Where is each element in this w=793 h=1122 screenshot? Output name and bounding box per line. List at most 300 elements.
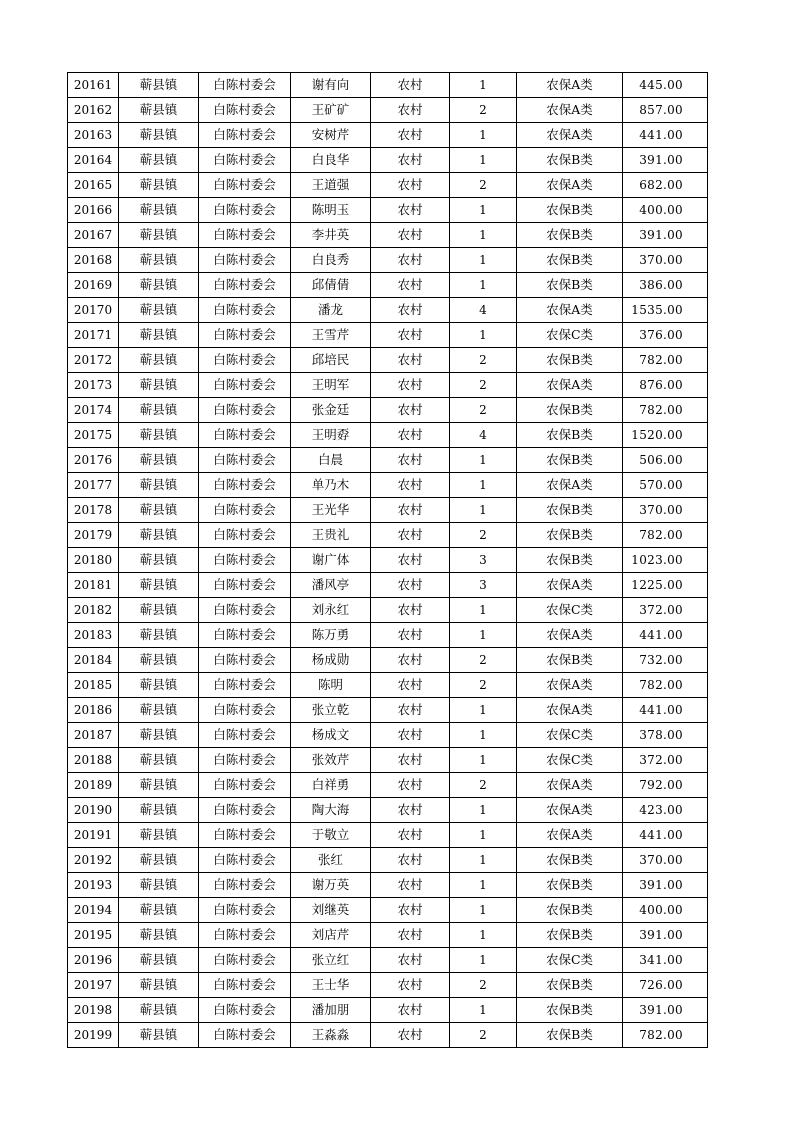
cell-benefit-category: 农保A类	[517, 298, 623, 323]
table-row	[68, 673, 708, 698]
cell-household-size: 2	[450, 173, 517, 198]
cell-person-name: 张立红	[291, 948, 371, 973]
cell-area-type: 农村	[371, 423, 450, 448]
table-row	[68, 623, 708, 648]
cell-town: 蕲县镇	[119, 373, 199, 398]
cell-area-type: 农村	[371, 823, 450, 848]
cell-person-name: 王淼淼	[291, 1023, 371, 1048]
cell-area-type: 农村	[371, 1023, 450, 1048]
cell-town: 蕲县镇	[119, 848, 199, 873]
table-row	[68, 423, 708, 448]
cell-person-name: 潘加朋	[291, 998, 371, 1023]
cell-household-size: 1	[450, 798, 517, 823]
cell-town: 蕲县镇	[119, 973, 199, 998]
cell-village-committee: 白陈村委会	[199, 673, 291, 698]
cell-area-type: 农村	[371, 948, 450, 973]
cell-area-type: 农村	[371, 223, 450, 248]
cell-serial-number: 20188	[68, 748, 119, 773]
cell-area-type: 农村	[371, 448, 450, 473]
cell-area-type: 农村	[371, 873, 450, 898]
cell-serial-number: 20173	[68, 373, 119, 398]
table-row	[68, 873, 708, 898]
cell-town: 蕲县镇	[119, 923, 199, 948]
table-row	[68, 498, 708, 523]
cell-person-name: 王明孬	[291, 423, 371, 448]
cell-area-type: 农村	[371, 573, 450, 598]
cell-serial-number: 20163	[68, 123, 119, 148]
cell-benefit-category: 农保B类	[517, 523, 623, 548]
cell-amount: 391.00	[623, 923, 708, 948]
cell-serial-number: 20164	[68, 148, 119, 173]
cell-household-size: 2	[450, 398, 517, 423]
cell-serial-number: 20182	[68, 598, 119, 623]
cell-village-committee: 白陈村委会	[199, 598, 291, 623]
cell-town: 蕲县镇	[119, 598, 199, 623]
cell-serial-number: 20192	[68, 848, 119, 873]
cell-amount: 726.00	[623, 973, 708, 998]
cell-area-type: 农村	[371, 748, 450, 773]
cell-amount: 1023.00	[623, 548, 708, 573]
cell-person-name: 白良华	[291, 148, 371, 173]
cell-village-committee: 白陈村委会	[199, 998, 291, 1023]
cell-benefit-category: 农保A类	[517, 173, 623, 198]
cell-benefit-category: 农保C类	[517, 723, 623, 748]
cell-benefit-category: 农保B类	[517, 398, 623, 423]
cell-person-name: 于敬立	[291, 823, 371, 848]
cell-town: 蕲县镇	[119, 398, 199, 423]
cell-benefit-category: 农保B类	[517, 873, 623, 898]
cell-town: 蕲县镇	[119, 1023, 199, 1048]
cell-serial-number: 20186	[68, 698, 119, 723]
cell-person-name: 王矿矿	[291, 98, 371, 123]
cell-village-committee: 白陈村委会	[199, 298, 291, 323]
cell-serial-number: 20176	[68, 448, 119, 473]
cell-area-type: 农村	[371, 398, 450, 423]
table-row	[68, 173, 708, 198]
cell-town: 蕲县镇	[119, 198, 199, 223]
cell-household-size: 1	[450, 448, 517, 473]
cell-amount: 506.00	[623, 448, 708, 473]
cell-town: 蕲县镇	[119, 173, 199, 198]
table-row	[68, 123, 708, 148]
cell-serial-number: 20185	[68, 673, 119, 698]
table-row	[68, 348, 708, 373]
cell-household-size: 1	[450, 473, 517, 498]
cell-town: 蕲县镇	[119, 673, 199, 698]
cell-amount: 857.00	[623, 98, 708, 123]
cell-town: 蕲县镇	[119, 548, 199, 573]
cell-area-type: 农村	[371, 898, 450, 923]
cell-benefit-category: 农保A类	[517, 823, 623, 848]
cell-benefit-category: 农保A类	[517, 123, 623, 148]
cell-person-name: 杨成文	[291, 723, 371, 748]
cell-town: 蕲县镇	[119, 723, 199, 748]
cell-town: 蕲县镇	[119, 648, 199, 673]
cell-household-size: 2	[450, 1023, 517, 1048]
table-row	[68, 473, 708, 498]
cell-person-name: 陈明	[291, 673, 371, 698]
cell-serial-number: 20189	[68, 773, 119, 798]
cell-household-size: 2	[450, 373, 517, 398]
table-row	[68, 998, 708, 1023]
cell-town: 蕲县镇	[119, 623, 199, 648]
cell-village-committee: 白陈村委会	[199, 323, 291, 348]
cell-village-committee: 白陈村委会	[199, 773, 291, 798]
cell-person-name: 陈明玉	[291, 198, 371, 223]
table-row	[68, 823, 708, 848]
table-row	[68, 773, 708, 798]
cell-serial-number: 20167	[68, 223, 119, 248]
cell-household-size: 2	[450, 348, 517, 373]
table-row	[68, 523, 708, 548]
cell-serial-number: 20169	[68, 273, 119, 298]
benefit-roster-table	[67, 72, 708, 1048]
cell-village-committee: 白陈村委会	[199, 573, 291, 598]
cell-person-name: 白良秀	[291, 248, 371, 273]
cell-amount: 370.00	[623, 248, 708, 273]
cell-town: 蕲县镇	[119, 298, 199, 323]
cell-serial-number: 20193	[68, 873, 119, 898]
cell-area-type: 农村	[371, 298, 450, 323]
cell-village-committee: 白陈村委会	[199, 648, 291, 673]
table-row	[68, 698, 708, 723]
cell-village-committee: 白陈村委会	[199, 398, 291, 423]
cell-amount: 1225.00	[623, 573, 708, 598]
table-row	[68, 948, 708, 973]
cell-village-committee: 白陈村委会	[199, 973, 291, 998]
cell-benefit-category: 农保B类	[517, 273, 623, 298]
cell-town: 蕲县镇	[119, 73, 199, 98]
cell-person-name: 刘店芹	[291, 923, 371, 948]
cell-household-size: 4	[450, 423, 517, 448]
cell-benefit-category: 农保B类	[517, 198, 623, 223]
cell-area-type: 农村	[371, 673, 450, 698]
table-row	[68, 598, 708, 623]
cell-serial-number: 20187	[68, 723, 119, 748]
cell-village-committee: 白陈村委会	[199, 98, 291, 123]
cell-area-type: 农村	[371, 98, 450, 123]
cell-benefit-category: 农保B类	[517, 1023, 623, 1048]
cell-benefit-category: 农保B类	[517, 248, 623, 273]
cell-amount: 423.00	[623, 798, 708, 823]
cell-benefit-category: 农保B类	[517, 348, 623, 373]
cell-area-type: 农村	[371, 173, 450, 198]
cell-village-committee: 白陈村委会	[199, 248, 291, 273]
cell-town: 蕲县镇	[119, 273, 199, 298]
cell-village-committee: 白陈村委会	[199, 873, 291, 898]
cell-person-name: 王明军	[291, 373, 371, 398]
cell-benefit-category: 农保B类	[517, 548, 623, 573]
cell-person-name: 潘风亭	[291, 573, 371, 598]
cell-household-size: 1	[450, 223, 517, 248]
cell-person-name: 谢万英	[291, 873, 371, 898]
cell-benefit-category: 农保C类	[517, 598, 623, 623]
cell-household-size: 1	[450, 623, 517, 648]
cell-amount: 782.00	[623, 673, 708, 698]
cell-amount: 876.00	[623, 373, 708, 398]
cell-person-name: 王士华	[291, 973, 371, 998]
cell-amount: 391.00	[623, 223, 708, 248]
cell-person-name: 王道强	[291, 173, 371, 198]
cell-household-size: 1	[450, 273, 517, 298]
cell-town: 蕲县镇	[119, 323, 199, 348]
cell-amount: 400.00	[623, 898, 708, 923]
cell-town: 蕲县镇	[119, 473, 199, 498]
table-row	[68, 973, 708, 998]
cell-area-type: 农村	[371, 973, 450, 998]
cell-amount: 1535.00	[623, 298, 708, 323]
cell-benefit-category: 农保A类	[517, 773, 623, 798]
cell-benefit-category: 农保B类	[517, 848, 623, 873]
cell-serial-number: 20170	[68, 298, 119, 323]
cell-household-size: 1	[450, 148, 517, 173]
cell-household-size: 3	[450, 548, 517, 573]
cell-town: 蕲县镇	[119, 748, 199, 773]
cell-person-name: 潘龙	[291, 298, 371, 323]
cell-area-type: 农村	[371, 273, 450, 298]
cell-amount: 372.00	[623, 598, 708, 623]
cell-household-size: 3	[450, 573, 517, 598]
cell-serial-number: 20195	[68, 923, 119, 948]
cell-household-size: 1	[450, 923, 517, 948]
table-row	[68, 1023, 708, 1048]
cell-amount: 376.00	[623, 323, 708, 348]
cell-village-committee: 白陈村委会	[199, 923, 291, 948]
table-row	[68, 248, 708, 273]
cell-amount: 441.00	[623, 123, 708, 148]
table-row	[68, 548, 708, 573]
cell-village-committee: 白陈村委会	[199, 373, 291, 398]
table-row	[68, 923, 708, 948]
cell-person-name: 谢有向	[291, 73, 371, 98]
cell-area-type: 农村	[371, 798, 450, 823]
cell-serial-number: 20171	[68, 323, 119, 348]
table-row	[68, 223, 708, 248]
table-row	[68, 723, 708, 748]
cell-benefit-category: 农保B类	[517, 423, 623, 448]
cell-household-size: 2	[450, 973, 517, 998]
cell-amount: 445.00	[623, 73, 708, 98]
cell-person-name: 张红	[291, 848, 371, 873]
cell-household-size: 2	[450, 98, 517, 123]
cell-village-committee: 白陈村委会	[199, 173, 291, 198]
cell-amount: 370.00	[623, 848, 708, 873]
table-row	[68, 798, 708, 823]
cell-village-committee: 白陈村委会	[199, 73, 291, 98]
cell-household-size: 1	[450, 848, 517, 873]
cell-area-type: 农村	[371, 123, 450, 148]
cell-area-type: 农村	[371, 648, 450, 673]
cell-household-size: 1	[450, 598, 517, 623]
cell-person-name: 白祥勇	[291, 773, 371, 798]
cell-area-type: 农村	[371, 723, 450, 748]
cell-benefit-category: 农保B类	[517, 223, 623, 248]
cell-serial-number: 20177	[68, 473, 119, 498]
cell-amount: 386.00	[623, 273, 708, 298]
cell-area-type: 农村	[371, 348, 450, 373]
cell-serial-number: 20183	[68, 623, 119, 648]
cell-person-name: 张立乾	[291, 698, 371, 723]
cell-household-size: 1	[450, 698, 517, 723]
cell-amount: 400.00	[623, 198, 708, 223]
cell-area-type: 农村	[371, 148, 450, 173]
cell-benefit-category: 农保A类	[517, 698, 623, 723]
cell-amount: 782.00	[623, 523, 708, 548]
cell-town: 蕲县镇	[119, 523, 199, 548]
cell-area-type: 农村	[371, 498, 450, 523]
cell-amount: 1520.00	[623, 423, 708, 448]
cell-serial-number: 20190	[68, 798, 119, 823]
cell-person-name: 李井英	[291, 223, 371, 248]
cell-amount: 782.00	[623, 1023, 708, 1048]
cell-amount: 391.00	[623, 873, 708, 898]
cell-serial-number: 20168	[68, 248, 119, 273]
cell-town: 蕲县镇	[119, 498, 199, 523]
table-row	[68, 273, 708, 298]
cell-village-committee: 白陈村委会	[199, 823, 291, 848]
cell-village-committee: 白陈村委会	[199, 748, 291, 773]
cell-amount: 570.00	[623, 473, 708, 498]
cell-village-committee: 白陈村委会	[199, 723, 291, 748]
cell-household-size: 1	[450, 898, 517, 923]
cell-serial-number: 20198	[68, 998, 119, 1023]
cell-benefit-category: 农保B类	[517, 998, 623, 1023]
cell-amount: 441.00	[623, 623, 708, 648]
cell-village-committee: 白陈村委会	[199, 498, 291, 523]
cell-amount: 682.00	[623, 173, 708, 198]
cell-benefit-category: 农保C类	[517, 323, 623, 348]
cell-serial-number: 20162	[68, 98, 119, 123]
cell-benefit-category: 农保B类	[517, 973, 623, 998]
cell-person-name: 邱倩倩	[291, 273, 371, 298]
cell-village-committee: 白陈村委会	[199, 198, 291, 223]
cell-amount: 732.00	[623, 648, 708, 673]
cell-area-type: 农村	[371, 698, 450, 723]
cell-household-size: 1	[450, 73, 517, 98]
cell-town: 蕲县镇	[119, 123, 199, 148]
cell-household-size: 1	[450, 248, 517, 273]
cell-village-committee: 白陈村委会	[199, 898, 291, 923]
cell-serial-number: 20191	[68, 823, 119, 848]
cell-household-size: 1	[450, 748, 517, 773]
cell-serial-number: 20197	[68, 973, 119, 998]
cell-person-name: 王贵礼	[291, 523, 371, 548]
cell-benefit-category: 农保B类	[517, 448, 623, 473]
cell-village-committee: 白陈村委会	[199, 548, 291, 573]
cell-village-committee: 白陈村委会	[199, 848, 291, 873]
table-row	[68, 148, 708, 173]
table-row	[68, 373, 708, 398]
table-row	[68, 848, 708, 873]
cell-person-name: 安树芹	[291, 123, 371, 148]
cell-person-name: 杨成勋	[291, 648, 371, 673]
table-row	[68, 898, 708, 923]
cell-area-type: 农村	[371, 923, 450, 948]
cell-town: 蕲县镇	[119, 823, 199, 848]
cell-amount: 378.00	[623, 723, 708, 748]
cell-town: 蕲县镇	[119, 798, 199, 823]
cell-person-name: 单乃木	[291, 473, 371, 498]
cell-serial-number: 20196	[68, 948, 119, 973]
cell-serial-number: 20179	[68, 523, 119, 548]
cell-town: 蕲县镇	[119, 148, 199, 173]
cell-village-committee: 白陈村委会	[199, 273, 291, 298]
cell-household-size: 1	[450, 823, 517, 848]
cell-serial-number: 20178	[68, 498, 119, 523]
cell-benefit-category: 农保B类	[517, 648, 623, 673]
cell-household-size: 4	[450, 298, 517, 323]
cell-amount: 441.00	[623, 698, 708, 723]
cell-village-committee: 白陈村委会	[199, 523, 291, 548]
cell-household-size: 1	[450, 873, 517, 898]
cell-amount: 391.00	[623, 998, 708, 1023]
cell-area-type: 农村	[371, 373, 450, 398]
table-row	[68, 73, 708, 98]
cell-household-size: 1	[450, 198, 517, 223]
cell-person-name: 白晨	[291, 448, 371, 473]
cell-person-name: 陶大海	[291, 798, 371, 823]
cell-benefit-category: 农保A类	[517, 798, 623, 823]
cell-serial-number: 20199	[68, 1023, 119, 1048]
cell-town: 蕲县镇	[119, 423, 199, 448]
table-row	[68, 648, 708, 673]
cell-area-type: 农村	[371, 473, 450, 498]
cell-person-name: 邱培民	[291, 348, 371, 373]
cell-amount: 341.00	[623, 948, 708, 973]
cell-household-size: 1	[450, 498, 517, 523]
cell-benefit-category: 农保A类	[517, 98, 623, 123]
table-row	[68, 298, 708, 323]
table-row	[68, 98, 708, 123]
cell-area-type: 农村	[371, 73, 450, 98]
cell-village-committee: 白陈村委会	[199, 423, 291, 448]
cell-benefit-category: 农保B类	[517, 148, 623, 173]
cell-town: 蕲县镇	[119, 898, 199, 923]
cell-area-type: 农村	[371, 848, 450, 873]
cell-village-committee: 白陈村委会	[199, 348, 291, 373]
cell-town: 蕲县镇	[119, 773, 199, 798]
cell-person-name: 王雪芹	[291, 323, 371, 348]
cell-area-type: 农村	[371, 598, 450, 623]
cell-benefit-category: 农保B类	[517, 498, 623, 523]
cell-amount: 782.00	[623, 348, 708, 373]
cell-serial-number: 20175	[68, 423, 119, 448]
cell-household-size: 1	[450, 998, 517, 1023]
cell-amount: 391.00	[623, 148, 708, 173]
table-row	[68, 748, 708, 773]
table-row	[68, 398, 708, 423]
cell-village-committee: 白陈村委会	[199, 223, 291, 248]
cell-area-type: 农村	[371, 523, 450, 548]
cell-amount: 782.00	[623, 398, 708, 423]
cell-town: 蕲县镇	[119, 573, 199, 598]
table-row	[68, 323, 708, 348]
cell-area-type: 农村	[371, 198, 450, 223]
cell-serial-number: 20181	[68, 573, 119, 598]
cell-area-type: 农村	[371, 623, 450, 648]
cell-village-committee: 白陈村委会	[199, 798, 291, 823]
cell-serial-number: 20161	[68, 73, 119, 98]
cell-benefit-category: 农保C类	[517, 948, 623, 973]
cell-village-committee: 白陈村委会	[199, 948, 291, 973]
cell-person-name: 张金廷	[291, 398, 371, 423]
cell-village-committee: 白陈村委会	[199, 623, 291, 648]
cell-serial-number: 20166	[68, 198, 119, 223]
cell-town: 蕲县镇	[119, 223, 199, 248]
cell-amount: 372.00	[623, 748, 708, 773]
cell-benefit-category: 农保A类	[517, 623, 623, 648]
cell-amount: 370.00	[623, 498, 708, 523]
